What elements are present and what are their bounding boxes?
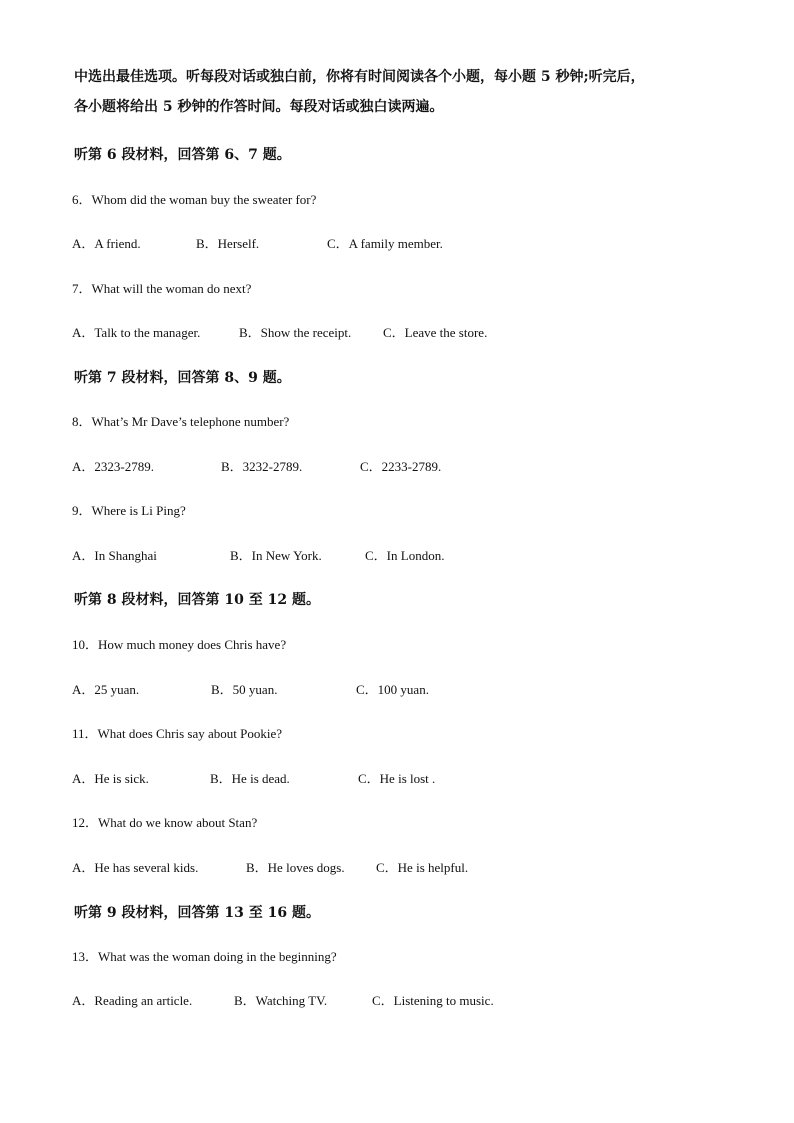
section-heading-8: 听第 8 段材料，回答第 10 至 12 题。 [74, 592, 320, 608]
option-13-b: B．Watching TV. [234, 993, 328, 1008]
option-7-c: C．Leave the store. [383, 325, 488, 340]
question-stem-11: 11．What does Chris say about Pookie? [72, 726, 283, 741]
option-12-c: C．He is helpful. [376, 860, 469, 875]
option-11-a: A．He is sick. [72, 771, 149, 786]
option-6-c: C．A family member. [327, 236, 443, 251]
option-6-a: A．A friend. [72, 236, 141, 251]
option-9-b: B．In New York. [230, 548, 322, 563]
option-8-b: B．3232-2789. [221, 459, 303, 474]
instructions [74, 62, 754, 122]
option-13-c: C．Listening to music. [372, 993, 494, 1008]
option-10-a: A．25 yuan. [72, 682, 140, 697]
option-7-b: B．Show the receipt. [239, 325, 352, 340]
option-6-b: B．Herself. [196, 236, 260, 251]
section-heading-9: 听第 9 段材料，回答第 13 至 16 题。 [74, 905, 320, 921]
question-stem-12: 12．What do we know about Stan? [72, 815, 258, 830]
question-stem-13: 13．What was the woman doing in the beginning? [72, 949, 337, 964]
question-stem-10: 10．How much money does Chris have? [72, 637, 287, 652]
instructions-line-2: 各小题将给出 5 秒钟的作答时间。每段对话或独白读两遍。 [74, 99, 444, 115]
question-stem-8: 8．What’s Mr Dave’s telephone number? [72, 414, 290, 429]
option-12-a: A．He has several kids. [72, 860, 199, 875]
instructions-line-1: 中选出最佳选项。听每段对话或独白前，你将有时间阅读各个小题，每小题 5 秒钟;听完后， [74, 69, 645, 85]
option-10-b: B．50 yuan. [211, 682, 278, 697]
option-7-a: A．Talk to the manager. [72, 325, 201, 340]
option-9-c: C．In London. [365, 548, 445, 563]
option-11-c: C．He is lost . [358, 771, 436, 786]
question-stem-9: 9．Where is Li Ping? [72, 503, 186, 518]
option-12-b: B．He loves dogs. [246, 860, 345, 875]
option-8-a: A．2323-2789. [72, 459, 154, 474]
question-stem-6: 6．Whom did the woman buy the sweater for? [72, 192, 317, 207]
option-10-c: C．100 yuan. [356, 682, 429, 697]
option-9-a: A．In Shanghai [72, 548, 157, 563]
question-stem-7: 7．What will the woman do next? [72, 281, 252, 296]
option-13-a: A．Reading an article. [72, 993, 193, 1008]
section-heading-6: 听第 6 段材料，回答第 6、7 题。 [74, 147, 291, 163]
option-11-b: B．He is dead. [210, 771, 290, 786]
option-8-c: C．2233-2789. [360, 459, 442, 474]
section-heading-7: 听第 7 段材料，回答第 8、9 题。 [74, 370, 291, 386]
